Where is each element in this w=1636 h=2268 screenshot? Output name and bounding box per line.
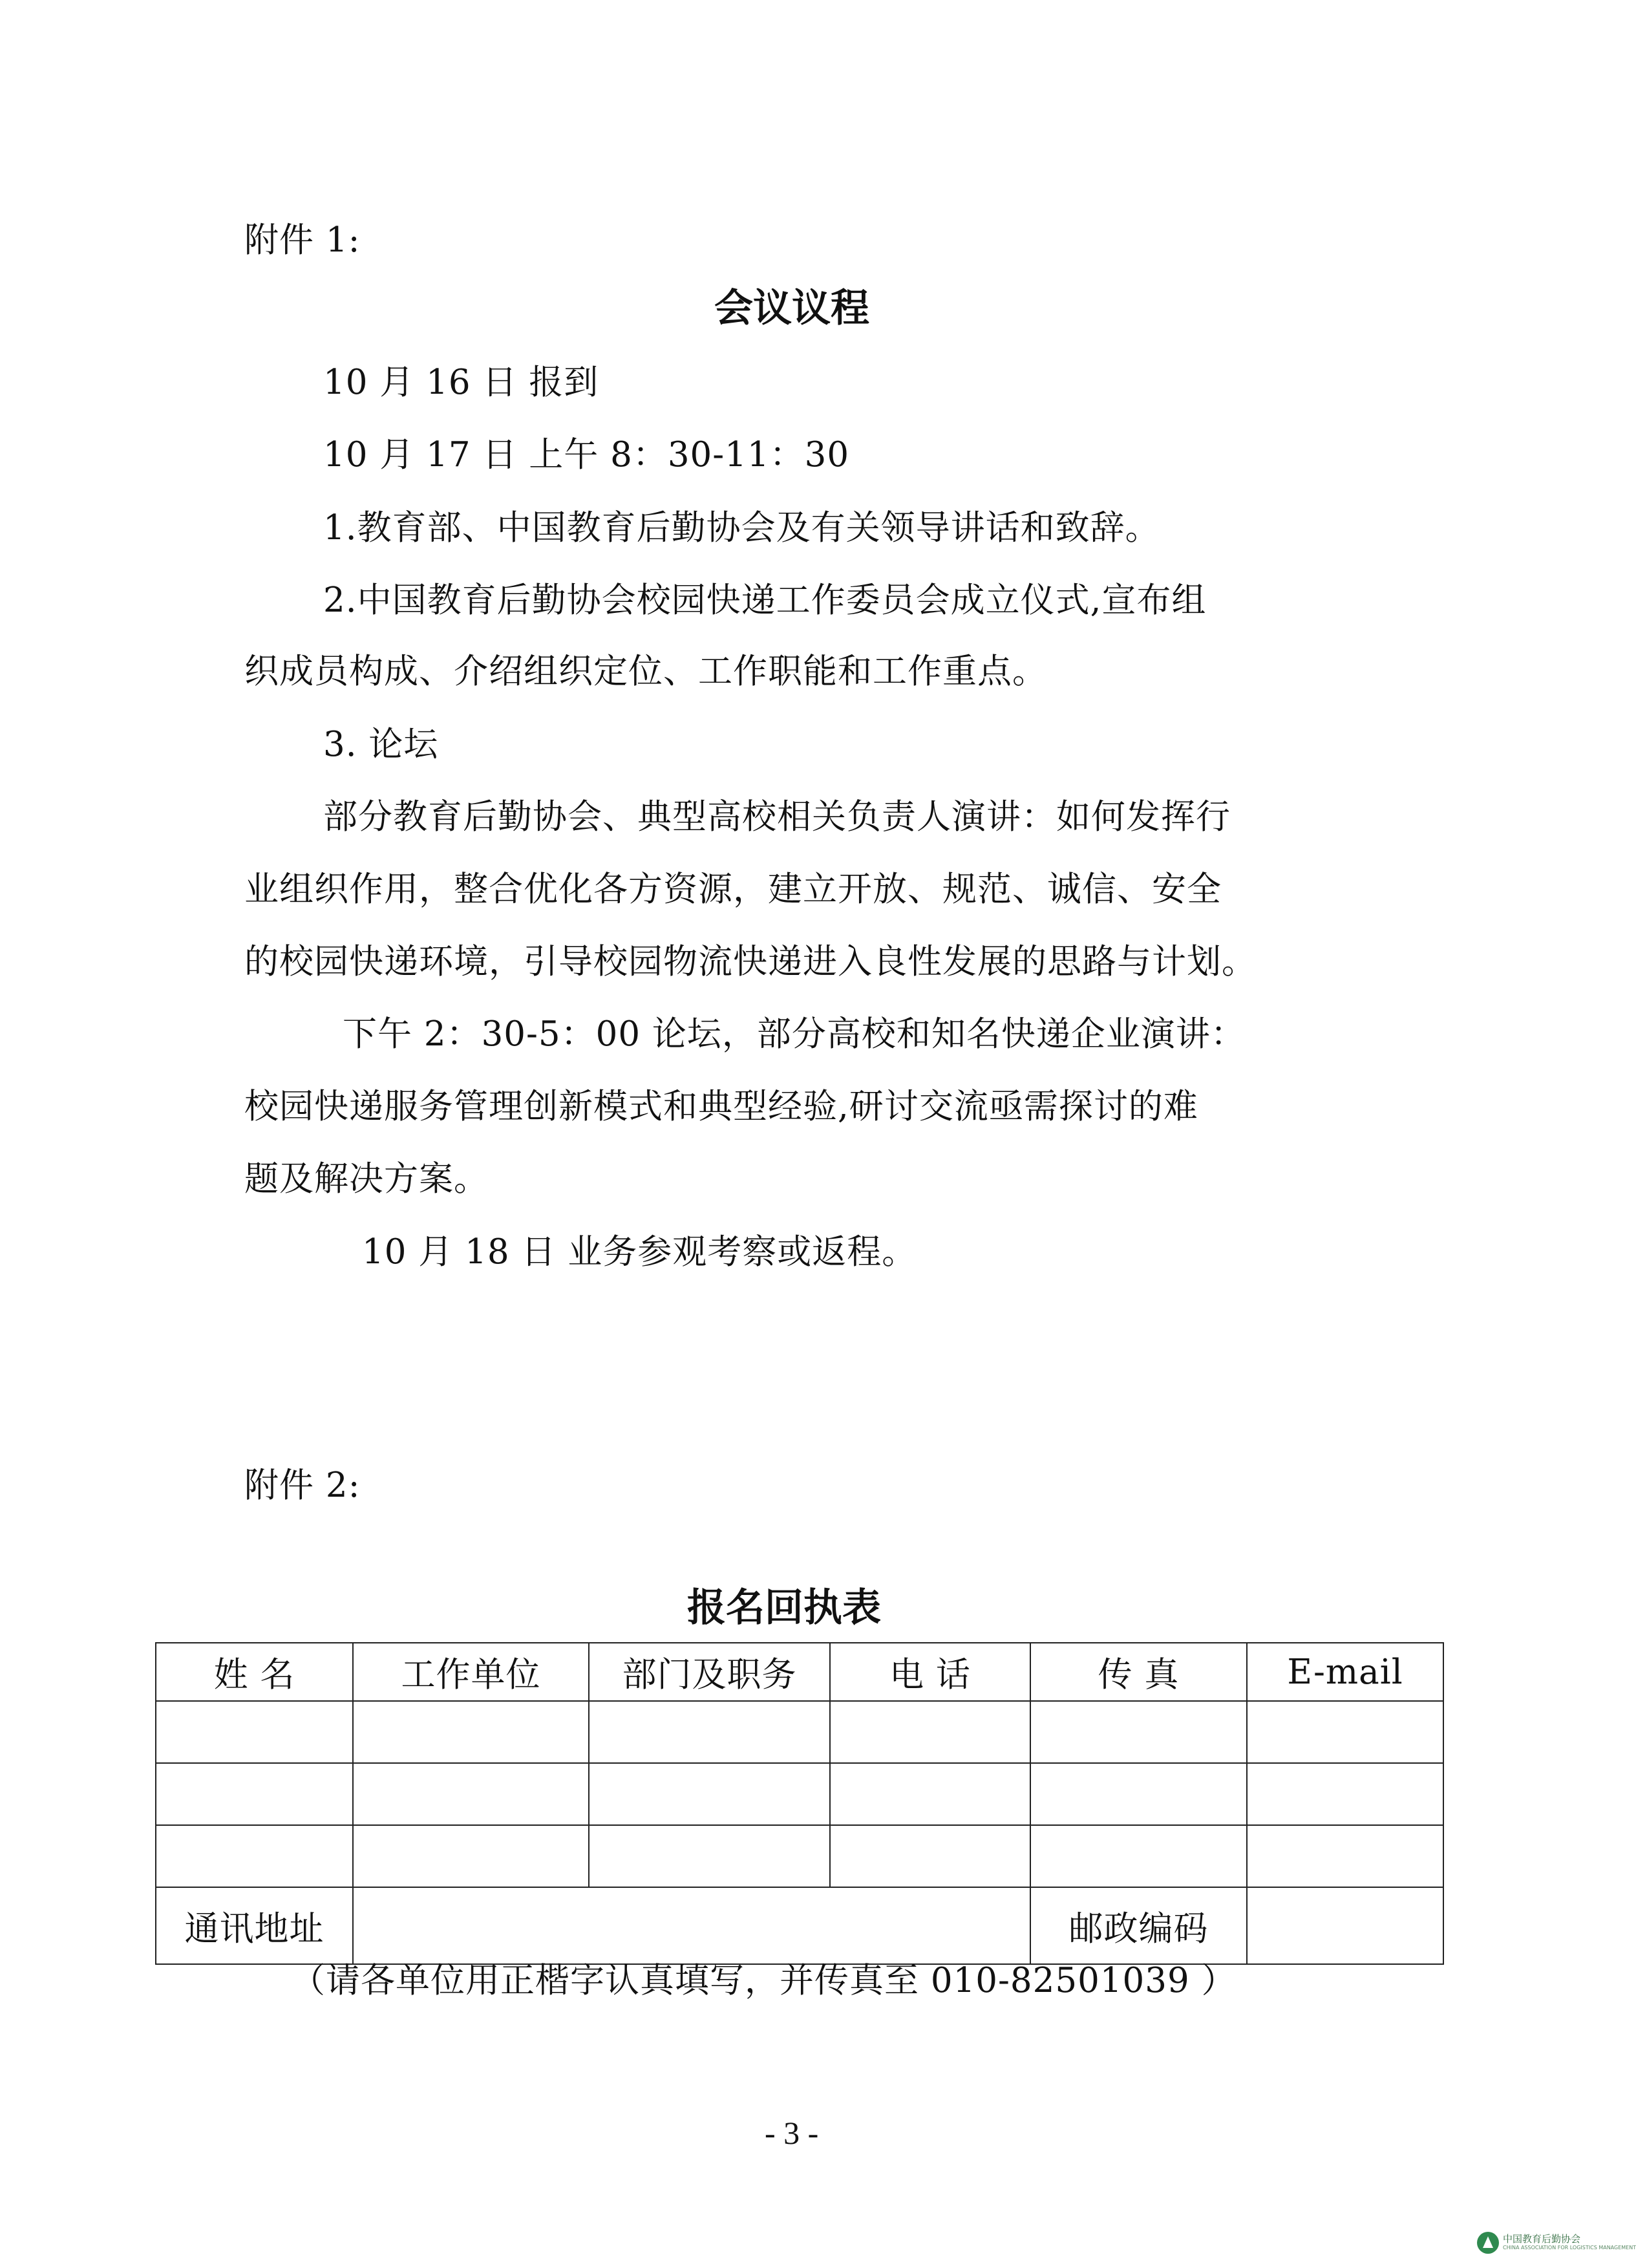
table-cell[interactable]	[1247, 1825, 1443, 1887]
agenda-line: 下午 2：30-5：00 论坛，部分高校和知名快递企业演讲：	[343, 1014, 1246, 1054]
agenda-line: 织成员构成、介绍组织定位、工作职能和工作重点。	[244, 652, 1047, 691]
table-cell[interactable]	[830, 1825, 1030, 1887]
table-cell[interactable]	[156, 1763, 353, 1825]
table-cell[interactable]	[1030, 1701, 1247, 1763]
table-cell[interactable]	[353, 1763, 589, 1825]
table-cell[interactable]	[156, 1701, 353, 1763]
postcode-label: 邮政编码	[1030, 1887, 1247, 1964]
registration-title: 报名回执表	[687, 1585, 881, 1631]
address-label: 通讯地址	[156, 1887, 353, 1964]
association-logo	[1477, 2231, 1636, 2256]
fax-note: （请各单位用正楷字认真填写，并传真至 010-82501039 ）	[291, 1961, 1237, 2000]
table-header-row	[156, 1643, 1443, 1701]
table-cell[interactable]	[353, 1825, 589, 1887]
registration-table	[155, 1642, 1444, 1965]
agenda-line: 业组织作用，整合优化各方资源，建立开放、规范、诚信、安全	[244, 870, 1222, 909]
address-row	[156, 1887, 1443, 1964]
logo-text: 中国教育后勤协会	[1503, 2233, 1581, 2245]
agenda-line: 10 月 16 日 报到	[323, 363, 599, 402]
table-cell[interactable]	[1030, 1763, 1247, 1825]
column-header: 传 真	[1030, 1643, 1247, 1701]
agenda-title: 会议议程	[714, 286, 869, 331]
page-number: - 3 -	[765, 2115, 819, 2151]
table-cell[interactable]	[830, 1763, 1030, 1825]
agenda-line: 的校园快递环境，引导校园物流快递进入良性发展的思路与计划。	[244, 942, 1257, 981]
column-header: 姓 名	[156, 1643, 353, 1701]
table-cell[interactable]	[589, 1763, 830, 1825]
table-cell[interactable]	[156, 1825, 353, 1887]
attachment1-label: 附件 1:	[244, 220, 361, 260]
agenda-line: 2.中国教育后勤协会校园快递工作委员会成立仪式,宣布组	[323, 581, 1207, 620]
table-cell[interactable]	[1247, 1763, 1443, 1825]
table-cell[interactable]	[1247, 1701, 1443, 1763]
column-header: 工作单位	[353, 1643, 589, 1701]
column-header: 电 话	[830, 1643, 1030, 1701]
agenda-line: 1.教育部、中国教育后勤协会及有关领导讲话和致辞。	[323, 508, 1160, 548]
table-cell[interactable]	[1030, 1825, 1247, 1887]
association-logo-icon	[1477, 2232, 1499, 2254]
agenda-line: 部分教育后勤协会、典型高校相关负责人演讲：如何发挥行	[323, 797, 1231, 837]
column-header: 部门及职务	[589, 1643, 830, 1701]
agenda-line: 校园快递服务管理创新模式和典型经验,研讨交流亟需探讨的难	[244, 1087, 1198, 1126]
table-row	[156, 1825, 1443, 1887]
agenda-line: 题及解决方案。	[244, 1159, 489, 1199]
address-field[interactable]	[353, 1887, 1030, 1964]
table-row	[156, 1763, 1443, 1825]
agenda-line: 10 月 17 日 上午 8：30-11：30	[323, 435, 850, 475]
table-row	[156, 1701, 1443, 1763]
attachment2-label: 附件 2:	[244, 1466, 361, 1505]
table-cell[interactable]	[830, 1701, 1030, 1763]
table-cell[interactable]	[589, 1701, 830, 1763]
logo-subtext: CHINA ASSOCIATION FOR LOGISTICS MANAGEMENT	[1503, 2245, 1636, 2251]
agenda-line: 10 月 18 日 业务参观考察或返程。	[362, 1232, 917, 1272]
table-cell[interactable]	[589, 1825, 830, 1887]
postcode-field[interactable]	[1247, 1887, 1443, 1964]
table-cell[interactable]	[353, 1701, 589, 1763]
agenda-line: 3. 论坛	[323, 725, 439, 764]
column-header: E-mail	[1247, 1643, 1443, 1701]
